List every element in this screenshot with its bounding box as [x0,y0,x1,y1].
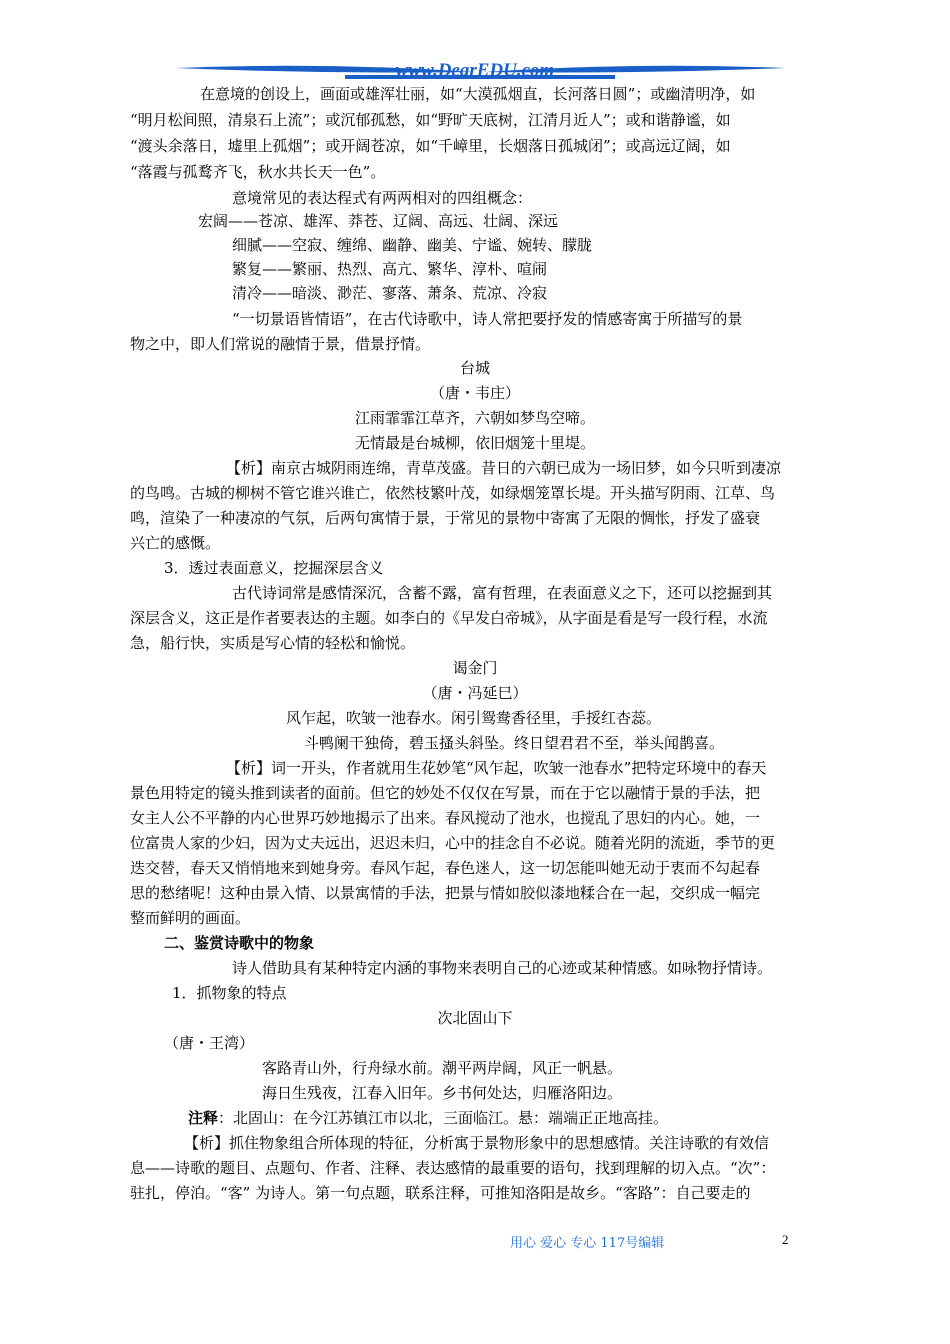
concept-line: 清冷——暗淡、渺茫、寥落、萧条、荒凉、冷寂 [232,284,548,302]
analysis-line: 景色用特定的镜头推到读者的面前。但它的妙处不仅仅在写景，而在于它以融情于景的手法，把 [130,784,761,802]
poem-title: 谒金门 [452,659,498,677]
analysis-line: 位富贵人家的少妇，因为丈夫远出，迟迟未归，心中的挂念自不必说。随着光阴的流逝，季节的更 [130,834,776,852]
text-line: 深层含义，这正是作者要表达的主题。如李白的《早发白帝城》，从字面是看是写一段行程，水流 [130,609,768,627]
concept-line: 繁复——繁丽、热烈、高亢、繁华、淳朴、喧闹 [232,260,548,278]
analysis-line: 女主人公不平静的内心世界巧妙地揭示了出来。春风搅动了池水，也搅乱了思妇的内心。她，一 [130,809,761,827]
text-line: 物之中，即人们常说的融情于景，借景抒情。 [130,335,431,353]
subheading: 1．抓物象的特点 [172,984,287,1002]
page-number: 2 [782,1232,789,1247]
analysis-line: 鸣，渲染了一种凄凉的气氛，后两句寓情于景，于常见的景物中寄寓了无限的惆怅，抒发了盛衰 [130,509,761,527]
text-line: 古代诗词常是感情深沉，含蓄不露，富有哲理，在表面意义之下，还可以挖掘到其 [232,584,773,602]
text-line: 急，船行快，实质是写心情的轻松和愉悦。 [130,634,416,652]
poem-line: 江雨霏霏江草齐，六朝如梦鸟空啼。 [354,409,595,427]
poem-author: （唐・韦庄） [429,384,520,402]
poem-line: 斗鸭阑干独倚，碧玉搔头斜坠。终日望君君不至，举头闻鹊喜。 [304,734,725,752]
site-logo-text[interactable]: www.DearEDU.com [395,60,555,81]
note-line [188,1108,668,1128]
poem-title: 次北固山下 [437,1009,513,1027]
poem-author: （唐・冯延巳） [422,684,528,702]
analysis-line: 兴亡的感慨。 [130,534,221,552]
concept-line: 细腻——空寂、缠绵、幽静、幽美、宁谧、婉转、朦胧 [232,236,593,254]
analysis-line: 【析】词一开头，作者就用生花妙笔“风乍起，吹皱一池春水”把特定环境中的春天 [226,759,767,777]
footer-text: 用心 爱心 专心 117号编辑 [510,1236,665,1251]
text-line: “一切景语皆情语”，在古代诗歌中，诗人常把要抒发的情感寄寓于所描写的景 [232,310,743,328]
subheading: 3．透过表面意义，挖掘深层含义 [164,559,384,577]
section-heading: 二、鉴赏诗歌中的物象 [164,934,315,952]
text-line: 意境常见的表达程式有两两相对的四组概念： [232,189,533,207]
poem-line: 海日生残夜，江春入旧年。乡书何处达，归雁洛阳边。 [262,1084,623,1102]
text-line: “落霞与孤鹜齐飞，秋水共长天一色”。 [130,163,386,181]
note-text: ：北固山：在今江苏镇江市以北，三面临江。悬：端端正正地高挂。 [218,1109,669,1127]
poem-author: （唐・王湾） [164,1034,255,1052]
poem-line: 风乍起，吹皱一池春水。闲引鸳鸯香径里，手挼红杏蕊。 [286,709,662,727]
analysis-line: 息——诗歌的题目、点题句、作者、注释、表达感情的最重要的语句，找到理解的切入点。“次”： [130,1159,776,1177]
analysis-line: 【析】南京古城阴雨连绵，青草茂盛。昔日的六朝已成为一场旧梦，如今只听到凄凉 [226,459,782,477]
text-line: 在意境的创设上，画面或雄浑壮丽，如“大漠孤烟直，长河落日圆”；或幽清明净，如 [200,85,756,103]
poem-title: 台城 [459,359,490,377]
note-label: 注释 [188,1109,219,1127]
analysis-line: 迭交替，春天又悄悄地来到她身旁。春风乍起，春色迷人，这一切怎能叫她无动于衷而不勾起春 [130,859,761,877]
analysis-line: 思的愁绪呢！这种由景入情、以景寓情的手法，把景与情如胶似漆地糅合在一起，交织成一幅完 [130,884,761,902]
concept-line: 宏阔——苍凉、雄浑、莽苍、辽阔、高远、壮阔、深远 [198,212,559,230]
poem-line: 客路青山外，行舟绿水前。潮平两岸阔，风正一帆悬。 [262,1059,623,1077]
analysis-line: 的鸟鸣。古城的柳树不管它谁兴谁亡，依然枝繁叶茂，如绿烟笼罩长堤。开头描写阴雨、江草、鸟 [130,484,776,502]
poem-line: 无情最是台城柳，依旧烟笼十里堤。 [354,434,595,452]
text-line: “明月松间照，清泉石上流”；或沉郁孤愁，如“野旷天底树，江清月近人”；或和谐静谧，如 [130,111,731,129]
text-line: “渡头余落日，墟里上孤烟”；或开阔苍凉，如“千嶂里，长烟落日孤城闭”；或高远辽阔，如 [130,137,731,155]
text-line: 诗人借助具有某种特定内涵的事物来表明自己的心迹或某种情感。如咏物抒情诗。 [232,959,773,977]
analysis-line: 整而鲜明的画面。 [130,909,251,927]
analysis-line: 驻扎，停泊。“客” 为诗人。第一句点题，联系注释，可推知洛阳是故乡。“客路”：自己要走的 [130,1184,751,1202]
analysis-line: 【析】抓住物象组合所体现的特征，分析寓于景物形象中的思想感情。关注诗歌的有效信 [184,1134,770,1152]
